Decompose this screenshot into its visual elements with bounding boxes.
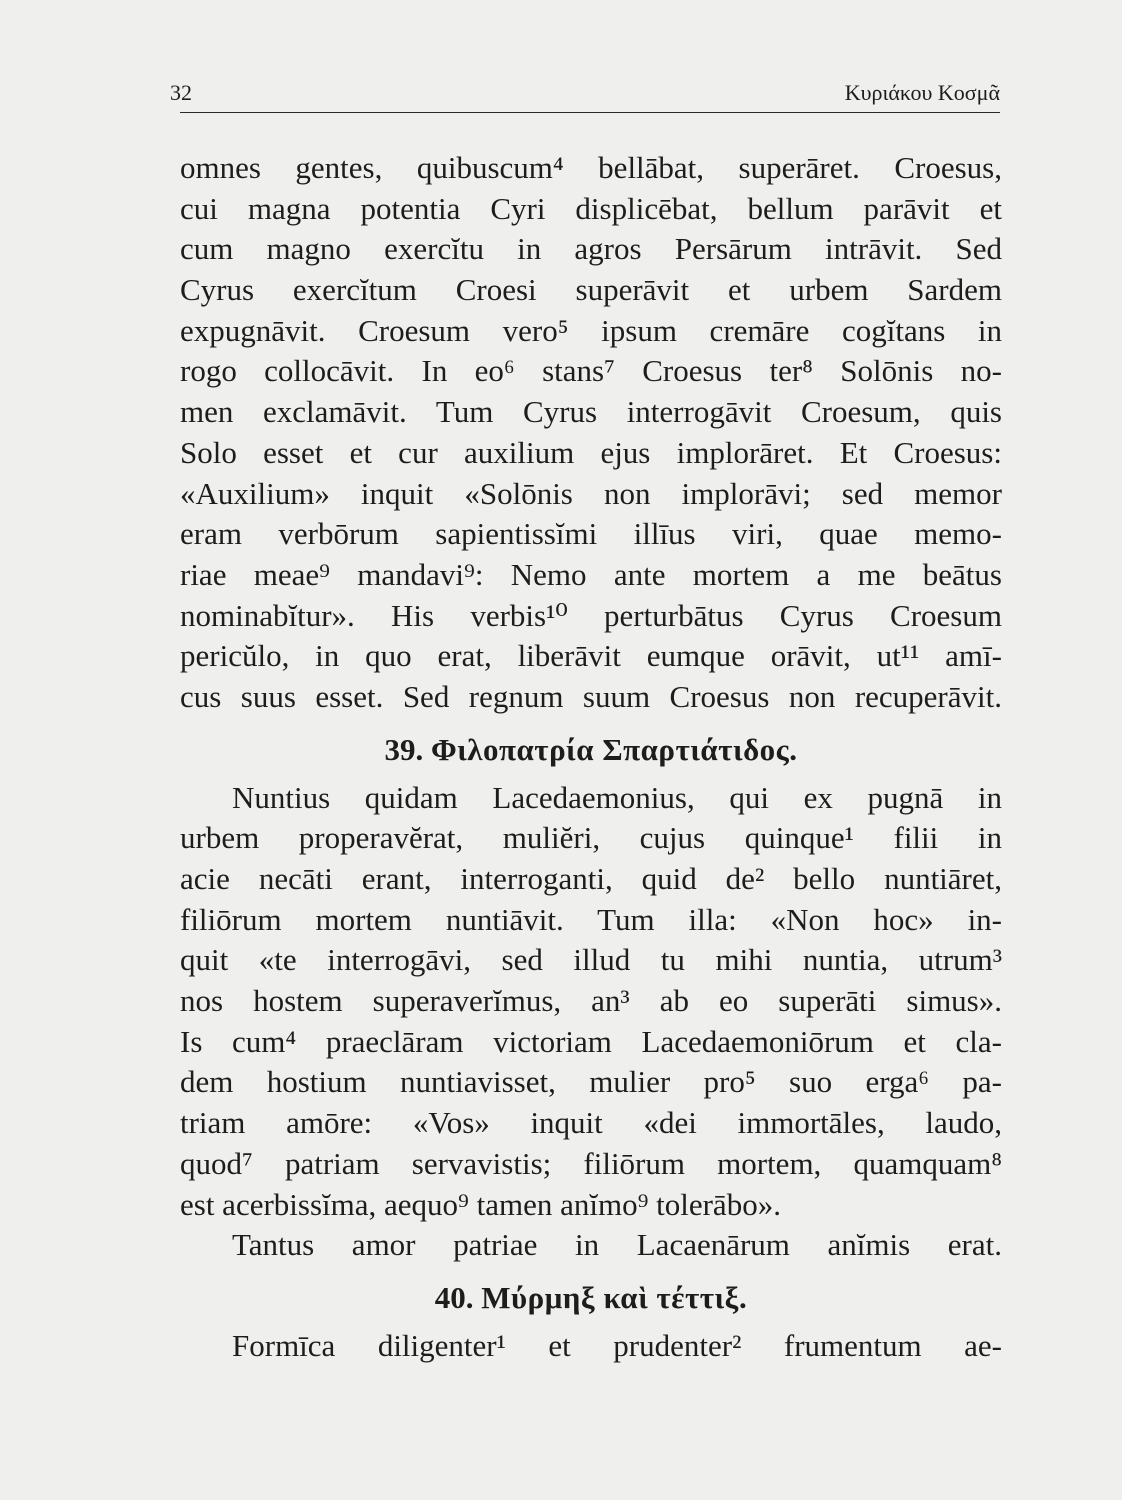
text-line: omnes gentes, quibuscum⁴ bellābat, superāret. Croesus, — [180, 150, 1002, 185]
section-40-heading — [180, 1278, 1002, 1320]
text-line: quit «te interrogāvi, sed illud tu mihi nuntia, utrum³ — [180, 942, 1002, 978]
text-line: Cyrus exercĭtum Croesi superāvit et urbem Sardem — [180, 272, 1002, 308]
section-number: 40. — [434, 1279, 474, 1315]
page-header — [170, 72, 1000, 113]
text-line: Formīca diligenter¹ et prudenter² frumentum ae- — [232, 1327, 1002, 1363]
text-line: dem hostium nuntiavisset, mulier pro⁵ suo erga⁶ pa- — [180, 1064, 1002, 1100]
text-line: cui magna potentia Cyri displicēbat, bellum parāvit et — [180, 190, 1002, 226]
section-title: Μύρμηξ καὶ τέττιξ. — [481, 1279, 748, 1315]
text-line: cum magno exercĭtu in agros Persārum intrāvit. Sed — [180, 231, 1002, 267]
text-line: Solo esset et cur auxilium ejus implorāret. Et Croesus: — [180, 434, 1002, 470]
text-line: nos hostem superaverĭmus, an³ ab eo superāti simus». — [180, 983, 1002, 1019]
text-line: rogo collocāvit. In eo⁶ stans⁷ Croesus ter⁸ Solōnis no- — [180, 353, 1002, 389]
section-38-continuation — [180, 148, 1002, 718]
text-line: riae meae⁹ mandavi⁹: Nemo ante mortem a me beātus — [180, 556, 1002, 592]
text-line: eram verbōrum sapientissĭmi illīus viri, quae memo- — [180, 516, 1002, 552]
text-line: nominabĭtur». His verbis¹⁰ perturbātus Cyrus Croesum — [180, 597, 1002, 633]
text-line: triam amōre: «Vos» inquit «dei immortāles, laudo, — [180, 1105, 1002, 1141]
text-line: Tantus amor patriae in Lacaenārum anĭmis erat. — [232, 1227, 1002, 1263]
text-line: Nuntius quidam Lacedaemonius, qui ex pugnā in — [232, 779, 1002, 815]
text-line: «Auxilium» inquit «Solōnis non implorāvi; sed memor — [180, 475, 1002, 511]
text-line: pericŭlo, in quo erat, liberāvit eumque orāvit, ut¹¹ amī- — [180, 638, 1002, 674]
running-head: Κυριάκου Κοσμᾶ — [844, 80, 1000, 105]
body-text — [180, 148, 1002, 1367]
page-number: 32 — [170, 80, 192, 105]
section-40-text — [180, 1326, 1002, 1367]
text-line: Is cum⁴ praeclāram victoriam Lacedaemoniōrum et cla- — [180, 1023, 1002, 1059]
text-line: filiōrum mortem nuntiāvit. Tum illa: «Non hoc» in- — [180, 901, 1002, 937]
section-39-heading — [180, 730, 1002, 772]
section-39-text — [180, 778, 1002, 1266]
text-line: acie necāti erant, interroganti, quid de² bello nuntiāret, — [180, 861, 1002, 896]
section-title: Φιλοπατρία Σπαρτιάτιδος. — [430, 731, 798, 767]
text-line: expugnāvit. Croesum vero⁵ ipsum cremāre cogĭtans in — [180, 312, 1002, 348]
section-number: 39. — [384, 731, 424, 767]
text-line: est acerbissĭma, aequo⁹ tamen anĭmo⁹ tolerābo». — [180, 1186, 781, 1222]
text-line: cus suus esset. Sed regnum suum Croesus non recuperāvit. — [180, 678, 1002, 714]
text-line: urbem properavĕrat, muliĕri, cujus quinque¹ filii in — [180, 820, 1002, 856]
text-line: quod⁷ patriam servavistis; filiōrum mortem, quamquam⁸ — [180, 1145, 1002, 1181]
text-line: men exclamāvit. Tum Cyrus interrogāvit Croesum, quis — [180, 394, 1002, 430]
